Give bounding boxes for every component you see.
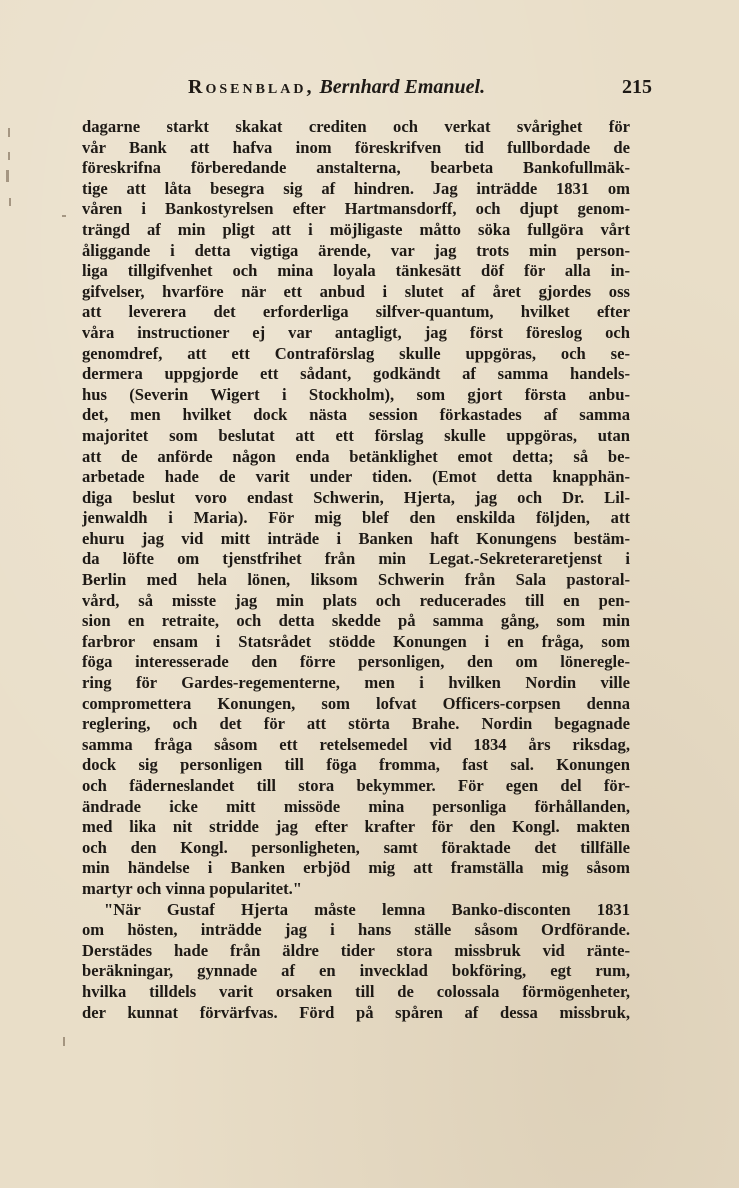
text-line: "När Gustaf Hjerta måste lemna Banko-disconten 1831	[104, 899, 630, 919]
text-line: gifvelser, hvarföre när ett anbud i slutet af året gjordes oss	[82, 281, 630, 301]
text-line: dagarne starkt skakat crediten och verkat svårighet för	[82, 117, 630, 136]
text-line: ändrade icke mitt missöde mina personliga förhållanden,	[82, 796, 630, 816]
text-line: trängd af min pligt att i möjligaste måtto söka fullgöra vårt	[82, 219, 630, 239]
text-line: Berlin med hela lönen, liksom Schwerin från Sala pastoral-	[82, 570, 630, 590]
text-line: jenwaldh i Maria). För mig blef den enskilda följden, att	[82, 508, 630, 528]
text-line: det, men hvilket dock nästa session förkastades af samma	[82, 405, 630, 425]
text-line: åliggande i detta vigtiga ärende, var jag trots min person-	[82, 240, 630, 260]
text-line: dock sig personligen till föga fromma, fast sal. Konungen	[82, 755, 630, 775]
text-line: martyr och vinna popularitet."	[82, 878, 303, 898]
margin-mark	[62, 215, 66, 217]
text-line: att leverera det erforderliga silfver-quantum, hvilket efter	[82, 302, 630, 322]
author-surname: Rosenblad,	[188, 76, 315, 98]
text-line: sion en retraite, och detta skedde på samma gång, som min	[82, 611, 630, 631]
margin-mark	[9, 198, 11, 206]
text-line: föga interesserade den förre personligen, den om löneregle-	[82, 652, 630, 672]
margin-mark	[8, 152, 10, 160]
text-line: samma fråga såsom ett retelsemedel vid 1834 års riksdag,	[82, 734, 630, 754]
text-line: beräkningar, gynnade af en invecklad bokföring, egt rum,	[82, 961, 630, 981]
text-line: föreskrifna förberedande anstalterna, bearbeta Bankofullmäk-	[82, 158, 630, 178]
page-number: 215	[622, 76, 652, 98]
margin-mark	[8, 128, 10, 137]
margin-mark	[6, 170, 9, 182]
text-line: hus (Severin Wigert i Stockholm), som gjort första anbu-	[82, 384, 630, 404]
margin-mark	[63, 1037, 65, 1046]
text-line: och den Kongl. personligheten, samt föraktade det tillfälle	[82, 837, 630, 857]
text-line: att de anförde någon enda betänklighet emot detta; så be-	[82, 446, 630, 466]
body-text	[82, 117, 630, 1023]
text-line: Derstädes hade från äldre tider stora missbruk vid ränte-	[82, 940, 630, 960]
text-line: liga tillgifvenhet och mina loyala tänkesätt döf för alla in-	[82, 261, 630, 281]
text-line: diga beslut voro endast Schwerin, Hjerta, jag och Dr. Lil-	[82, 487, 630, 507]
text-line: min händelse i Banken erbjöd mig att framställa mig såsom	[82, 858, 630, 878]
text-line: och fäderneslandet till stora bekymmer. För egen del för-	[82, 776, 630, 795]
text-line: våren i Bankostyrelsen efter Hartmansdorff, och djupt genom-	[82, 199, 630, 219]
author-given-names: Bernhard Emanuel.	[319, 76, 486, 98]
text-line: reglering, och det för att störta Brahe. Nordin begagnade	[82, 714, 630, 734]
text-line: om hösten, inträdde jag i hans ställe såsom Ordförande.	[82, 920, 630, 940]
text-line: arbetade hade de varit under tiden. (Emot detta knapphän-	[82, 467, 630, 487]
text-line: våra instructioner ej var antagligt, jag först föreslog och	[82, 322, 630, 342]
text-line: ehuru jag vid mitt inträde i Banken haft Konungens bestäm-	[82, 528, 630, 548]
text-line: vård, så misste jag min plats och reducerades till en pen-	[82, 590, 630, 610]
text-line: ring för Gardes-regementerne, men i hvilken Nordin ville	[82, 673, 630, 693]
text-line: genomdref, att ett Contraförslag skulle uppgöras, och se-	[82, 343, 630, 363]
text-line: farbror ensam i Statsrådet stödde Konungen i en fråga, som	[82, 631, 630, 651]
text-line: majoritet som beslutat att ett förslag skulle uppgöras, utan	[82, 425, 630, 445]
text-line: hvilka tilldels varit orsaken till de colossala förmögenheter,	[82, 981, 630, 1001]
text-line: der kunnat förvärfvas. Förd på spåren af dessa missbruk,	[82, 1002, 630, 1022]
text-line: dermera uppgjorde ett sådant, godkändt af samma handels-	[82, 364, 630, 384]
text-line: compromettera Konungen, som lofvat Officers-corpsen denna	[82, 693, 630, 713]
text-line: vår Bank att hafva inom föreskrifven tid fullbordade de	[82, 137, 630, 157]
text-line: da löfte om tjenstfrihet från min Legat.-Sekreteraretjenst i	[82, 549, 630, 569]
text-line: tige att låta besegra sig af hindren. Jag inträdde 1831 om	[82, 178, 630, 198]
text-line: med lika nit stridde jag efter krafter för den Kongl. makten	[82, 817, 630, 837]
author-name	[188, 76, 485, 99]
running-header	[82, 76, 652, 106]
